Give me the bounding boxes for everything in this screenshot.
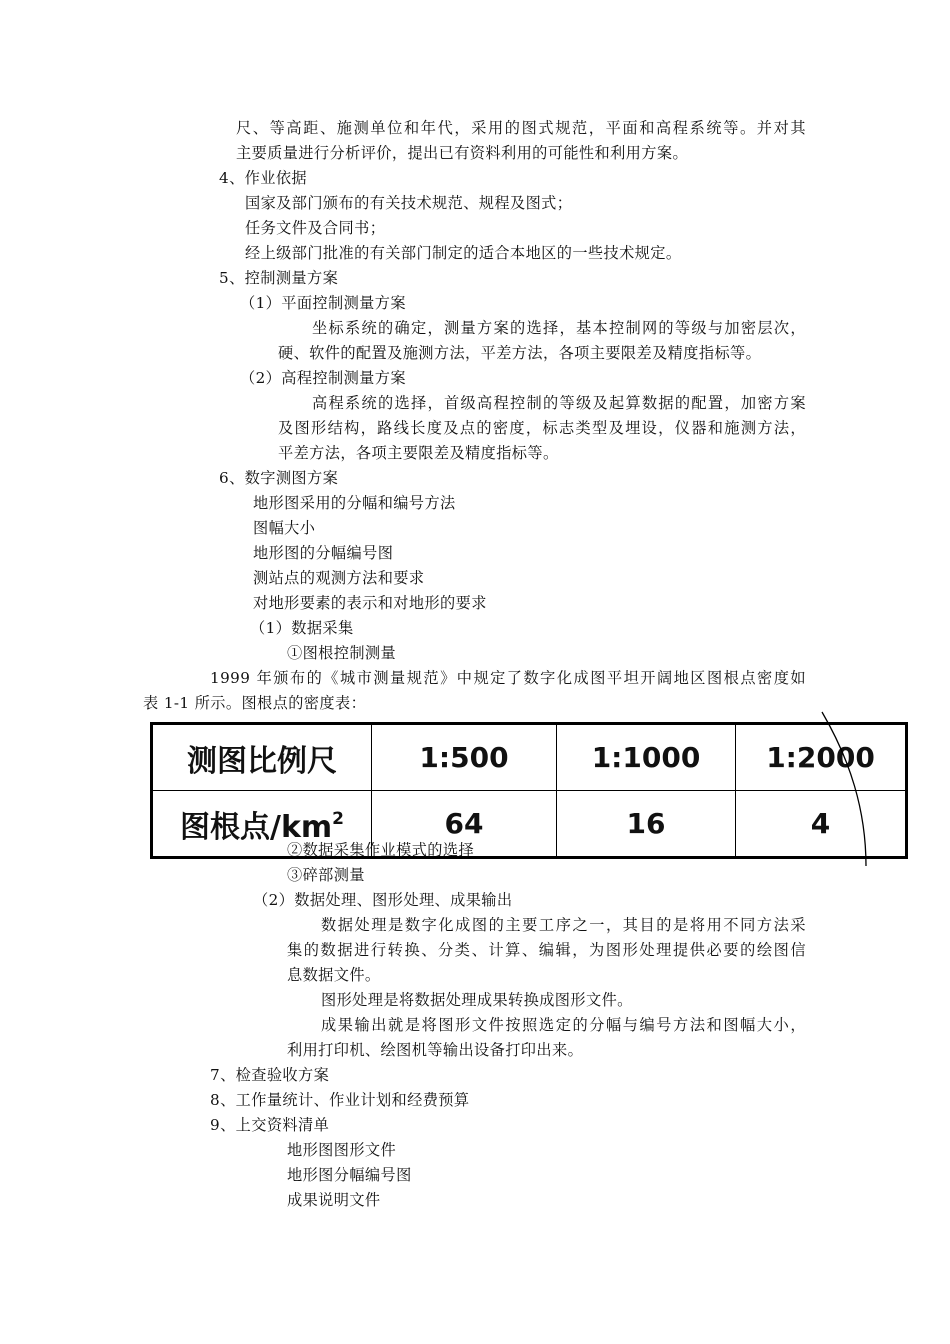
- paragraph-line: 利用打印机、绘图机等输出设备打印出来。: [287, 1041, 584, 1059]
- list-item: ②数据采集作业模式的选择: [287, 841, 475, 859]
- paragraph-line: 图形处理是将数据处理成果转换成图形文件。: [321, 991, 633, 1009]
- paragraph-line: 高程系统的选择，首级高程控制的等级及起算数据的配置，加密方案: [312, 394, 806, 412]
- list-item: 图幅大小: [253, 519, 316, 537]
- table-cell: 测图比例尺: [152, 724, 372, 791]
- paragraph-line: 1999 年颁布的《城市测量规范》中规定了数字化成图平坦开阔地区图根点密度如: [210, 669, 806, 687]
- list-item: 成果说明文件: [287, 1191, 381, 1209]
- subsection-heading: （1）数据采集: [250, 619, 354, 637]
- list-item: 地形图图形文件: [287, 1141, 397, 1159]
- table-cell: 1:1000: [557, 724, 736, 791]
- list-item: 地形图的分幅编号图: [253, 544, 394, 562]
- paragraph-line: 硬、软件的配置及施测方法，平差方法，各项主要限差及精度指标等。: [278, 344, 762, 362]
- table-cell: 16: [557, 791, 736, 858]
- table-row: [152, 791, 907, 858]
- superscript: 2: [332, 808, 344, 829]
- paragraph-line: 尺、等高距、施测单位和年代，采用的图式规范，平面和高程系统等。并对其: [236, 119, 806, 137]
- table-row: [152, 724, 907, 791]
- table-cell: 1:2000: [736, 724, 907, 791]
- paragraph-line: 成果输出就是将图形文件按照选定的分幅与编号方法和图幅大小，: [321, 1016, 806, 1034]
- section-heading: 4、作业依据: [219, 169, 308, 187]
- list-item: 国家及部门颁布的有关技术规范、规程及图式；: [245, 194, 573, 212]
- section-heading: 7、检查验收方案: [210, 1066, 330, 1084]
- list-item: 地形图分幅编号图: [287, 1166, 412, 1184]
- section-heading: 9、上交资料清单: [210, 1116, 330, 1134]
- paragraph-line: 平差方法，各项主要限差及精度指标等。: [278, 444, 559, 462]
- paragraph-line: 集的数据进行转换、分类、计算、编辑，为图形处理提供必要的绘图信: [287, 941, 806, 959]
- paragraph-line: 息数据文件。: [287, 966, 381, 984]
- cell-label: 图根点/km: [179, 809, 333, 845]
- section-heading: 8、工作量统计、作业计划和经费预算: [210, 1091, 470, 1109]
- paragraph-line: 数据处理是数字化成图的主要工序之一，其目的是将用不同方法采: [321, 916, 806, 934]
- list-item: ①图根控制测量: [287, 644, 397, 662]
- paragraph-line: 主要质量进行分析评价，提出已有资料利用的可能性和利用方案。: [236, 144, 689, 162]
- table-cell: 1:500: [372, 724, 557, 791]
- list-item: 经上级部门批准的有关部门制定的适合本地区的一些技术规定。: [245, 244, 682, 262]
- table-cell: 4: [736, 791, 907, 858]
- paragraph-line: 及图形结构，路线长度及点的密度，标志类型及埋设，仪器和施测方法，: [278, 419, 806, 437]
- list-item: 任务文件及合同书；: [245, 219, 386, 237]
- list-item: 对地形要素的表示和对地形的要求: [253, 594, 487, 612]
- subsection-heading: （1）平面控制测量方案: [240, 294, 406, 312]
- list-item: ③碎部测量: [287, 866, 365, 884]
- list-item: 测站点的观测方法和要求: [253, 569, 425, 587]
- section-heading: 6、数字测图方案: [219, 469, 339, 487]
- subsection-heading: （2）高程控制测量方案: [240, 369, 406, 387]
- control-point-density-table: [150, 722, 908, 859]
- paragraph-line: 坐标系统的确定，测量方案的选择，基本控制网的等级与加密层次，: [312, 319, 806, 337]
- list-item: 地形图采用的分幅和编号方法: [253, 494, 456, 512]
- section-heading: 5、控制测量方案: [219, 269, 339, 287]
- table-cell: 64: [372, 791, 557, 858]
- paragraph-line: 表 1-1 所示。图根点的密度表：: [143, 694, 367, 712]
- subsection-heading: （2）数据处理、图形处理、成果输出: [253, 891, 513, 909]
